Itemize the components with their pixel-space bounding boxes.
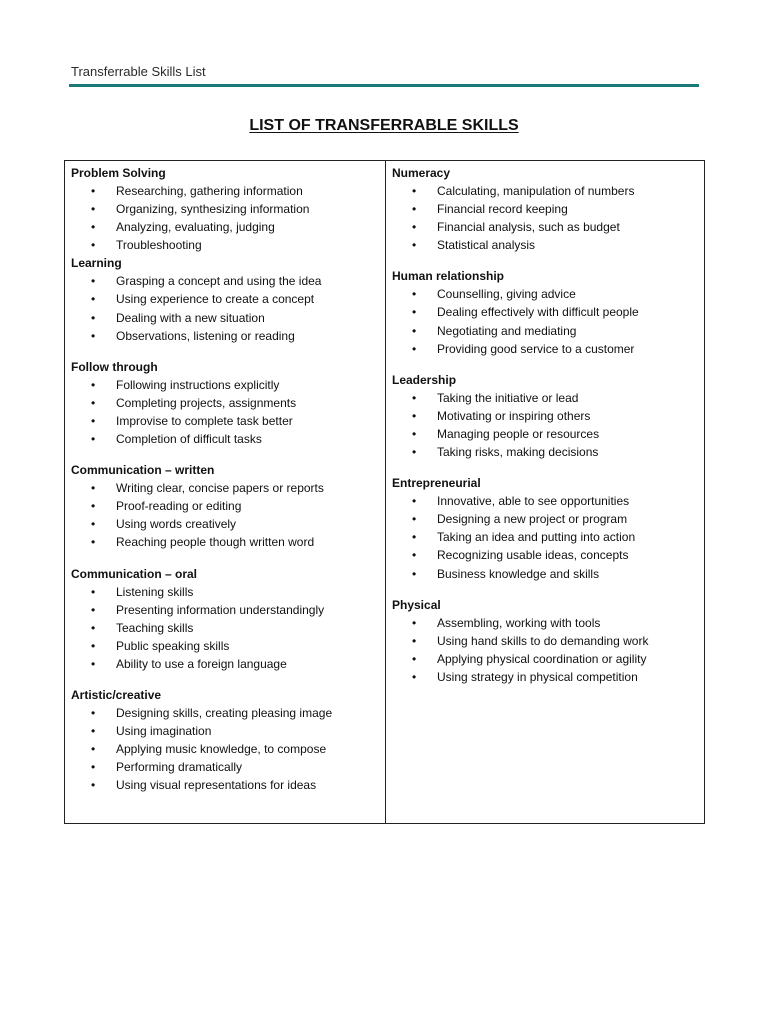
skill-list xyxy=(386,389,704,461)
skill-item: • Writing clear, concise papers or reports xyxy=(65,479,385,497)
skill-item: • Financial record keeping xyxy=(386,200,704,218)
skill-item: • Statistical analysis xyxy=(386,236,704,254)
skill-item: • Calculating, manipulation of numbers xyxy=(386,182,704,200)
category-title: Physical xyxy=(392,597,441,612)
category-title: Entrepreneurial xyxy=(392,476,481,491)
skill-item: • Proof-reading or editing xyxy=(65,497,385,515)
skill-item: • Using strategy in physical competition xyxy=(386,668,704,686)
skill-category xyxy=(65,254,385,344)
skill-category xyxy=(65,565,385,673)
skill-list xyxy=(65,704,385,794)
skill-item: • Using visual representations for ideas xyxy=(65,776,385,794)
category-title: Problem Solving xyxy=(71,166,166,180)
skill-item: • Using hand skills to do demanding work xyxy=(386,632,704,650)
skill-item: • Observations, listening or reading xyxy=(65,327,385,345)
skill-list xyxy=(65,376,385,448)
skill-category xyxy=(386,474,704,582)
category-title: Numeracy xyxy=(392,166,451,180)
skill-item: • Listening skills xyxy=(65,583,385,601)
category-title: Learning xyxy=(71,256,122,271)
skill-item: • Using words creatively xyxy=(65,515,385,533)
skill-item: • Researching, gathering information xyxy=(65,182,385,200)
skill-item: • Business knowledge and skills xyxy=(386,565,704,583)
document-title xyxy=(0,117,768,135)
skill-item: • Assembling, working with tools xyxy=(386,614,704,632)
skill-item: • Analyzing, evaluating, judging xyxy=(65,218,385,236)
skill-category xyxy=(65,686,385,794)
skill-item: • Presenting information understandingly xyxy=(65,601,385,619)
skill-item: • Designing skills, creating pleasing image xyxy=(65,704,385,722)
skill-item: • Using experience to create a concept xyxy=(65,290,385,308)
right-column xyxy=(386,161,704,823)
skill-item: • Completion of difficult tasks xyxy=(65,430,385,448)
skill-item: • Taking risks, making decisions xyxy=(386,443,704,461)
skill-category xyxy=(65,358,385,448)
category-title: Communication – oral xyxy=(71,566,198,581)
skill-item: • Teaching skills xyxy=(65,619,385,637)
skill-item: • Designing a new project or program xyxy=(386,510,704,528)
skill-item: • Dealing with a new situation xyxy=(65,309,385,327)
category-title: Human relationship xyxy=(392,269,505,284)
skill-category xyxy=(386,596,704,686)
skill-item: • Reaching people though written word xyxy=(65,533,385,551)
header-divider xyxy=(69,84,699,87)
skill-item: • Organizing, synthesizing information xyxy=(65,200,385,218)
skill-item: • Taking the initiative or lead xyxy=(386,389,704,407)
skill-item: • Troubleshooting xyxy=(65,236,385,254)
skill-item: • Recognizing usable ideas, concepts xyxy=(386,546,704,564)
category-title: Leadership xyxy=(392,372,457,387)
skill-list xyxy=(386,492,704,582)
category-title: Artistic/creative xyxy=(71,687,162,702)
document-title-text: LIST OF TRANSFERRABLE SKILLS xyxy=(249,117,519,134)
skill-item: • Taking an idea and putting into action xyxy=(386,528,704,546)
skill-item: • Motivating or inspiring others xyxy=(386,407,704,425)
skill-item: • Performing dramatically xyxy=(65,758,385,776)
category-title: Communication – written xyxy=(71,463,215,478)
header-title: Transferrable Skills List xyxy=(71,64,206,79)
skill-category xyxy=(65,164,385,254)
left-column xyxy=(65,161,386,823)
skill-item: • Grasping a concept and using the idea xyxy=(65,272,385,290)
skill-list xyxy=(65,583,385,673)
skill-item: • Counselling, giving advice xyxy=(386,285,704,303)
skill-list xyxy=(386,182,704,254)
skill-item: • Innovative, able to see opportunities xyxy=(386,492,704,510)
skill-item: • Negotiating and mediating xyxy=(386,322,704,340)
skill-item: • Dealing effectively with difficult people xyxy=(386,303,704,321)
skill-category xyxy=(386,371,704,461)
skill-item: • Applying music knowledge, to compose xyxy=(65,740,385,758)
skill-category xyxy=(386,164,704,254)
skill-list xyxy=(386,285,704,357)
skill-category xyxy=(65,461,385,551)
skill-item: • Public speaking skills xyxy=(65,637,385,655)
skill-list xyxy=(65,272,385,344)
skill-item: • Ability to use a foreign language xyxy=(65,655,385,673)
skill-item: • Managing people or resources xyxy=(386,425,704,443)
skill-category xyxy=(386,267,704,357)
skill-list xyxy=(386,614,704,686)
skill-list xyxy=(65,182,385,254)
skill-item: • Improvise to complete task better xyxy=(65,412,385,430)
skills-table xyxy=(64,160,705,824)
skill-item: • Following instructions explicitly xyxy=(65,376,385,394)
skill-item: • Applying physical coordination or agility xyxy=(386,650,704,668)
category-title: Follow through xyxy=(71,359,158,374)
skill-item: • Using imagination xyxy=(65,722,385,740)
skill-item: • Completing projects, assignments xyxy=(65,394,385,412)
skill-item: • Financial analysis, such as budget xyxy=(386,218,704,236)
skill-list xyxy=(65,479,385,551)
skill-item: • Providing good service to a customer xyxy=(386,340,704,358)
